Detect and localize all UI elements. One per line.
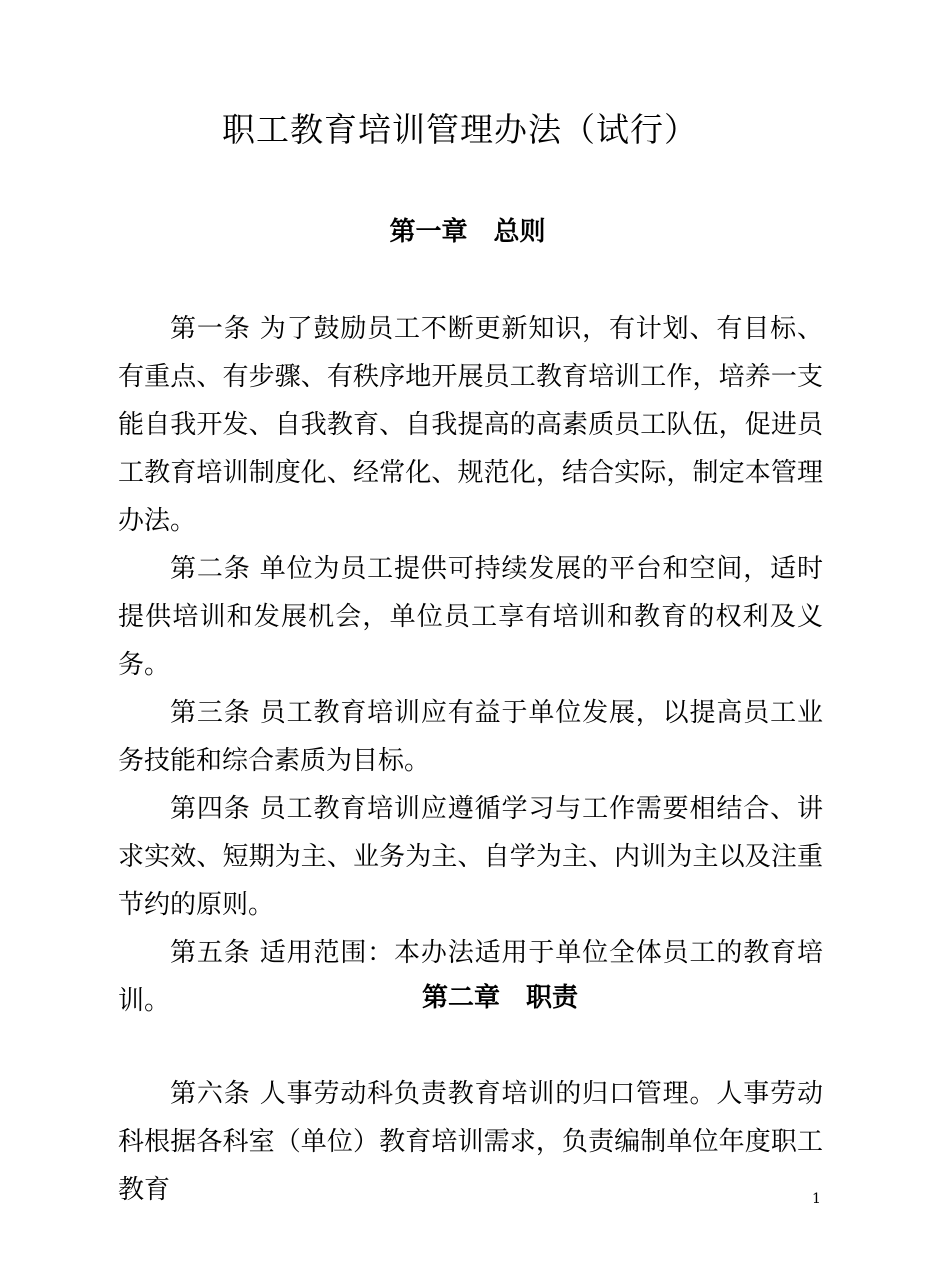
chapter-1-heading: 第一章 总则 bbox=[389, 217, 546, 247]
article-4 bbox=[118, 785, 823, 929]
article-1 bbox=[118, 305, 823, 545]
article-number: 第二条 bbox=[170, 554, 251, 584]
article-text: 员工教育培训应遵循学习与工作需要相结合、讲求实效、短期为主、业务为主、自学为主、内训为主以及注重节约的原则。 bbox=[118, 794, 823, 920]
chapter-2-heading: 第二章 职责 bbox=[421, 983, 578, 1013]
article-number: 第四条 bbox=[170, 794, 251, 824]
article-text: 人事劳动科负责教育培训的归口管理。人事劳动科根据各科室（单位）教育培训需求，负责编制单位年度职工教育 bbox=[118, 1079, 823, 1205]
article-text: 员工教育培训应有益于单位发展，以提高员工业务技能和综合素质为目标。 bbox=[118, 698, 823, 776]
article-6 bbox=[118, 1070, 823, 1214]
article-text: 为了鼓励员工不断更新知识，有计划、有目标、有重点、有步骤、有秩序地开展员工教育培训工作，培养一支能自我开发、自我教育、自我提高的高素质员工队伍，促进员工教育培训制度化、经常化、规范化，结合实际，制定本管理办法。 bbox=[118, 314, 823, 536]
page-number: 1 bbox=[812, 1191, 821, 1207]
article-number: 第一条 bbox=[170, 314, 251, 344]
article-number: 第五条 bbox=[170, 938, 251, 968]
article-text: 单位为员工提供可持续发展的平台和空间，适时提供培训和发展机会，单位员工享有培训和教育的权利及义务。 bbox=[118, 554, 823, 680]
chapter-2-body bbox=[118, 1070, 823, 1214]
article-number: 第六条 bbox=[170, 1079, 251, 1109]
article-text: 适用范围：本办法适用于单位全体员工的教育培训。 bbox=[118, 938, 823, 1016]
document-title: 职工教育培训管理办法（试行） bbox=[222, 110, 698, 149]
article-2 bbox=[118, 545, 823, 689]
article-3 bbox=[118, 689, 823, 785]
article-number: 第三条 bbox=[170, 698, 251, 728]
chapter-1-body bbox=[118, 305, 823, 1025]
